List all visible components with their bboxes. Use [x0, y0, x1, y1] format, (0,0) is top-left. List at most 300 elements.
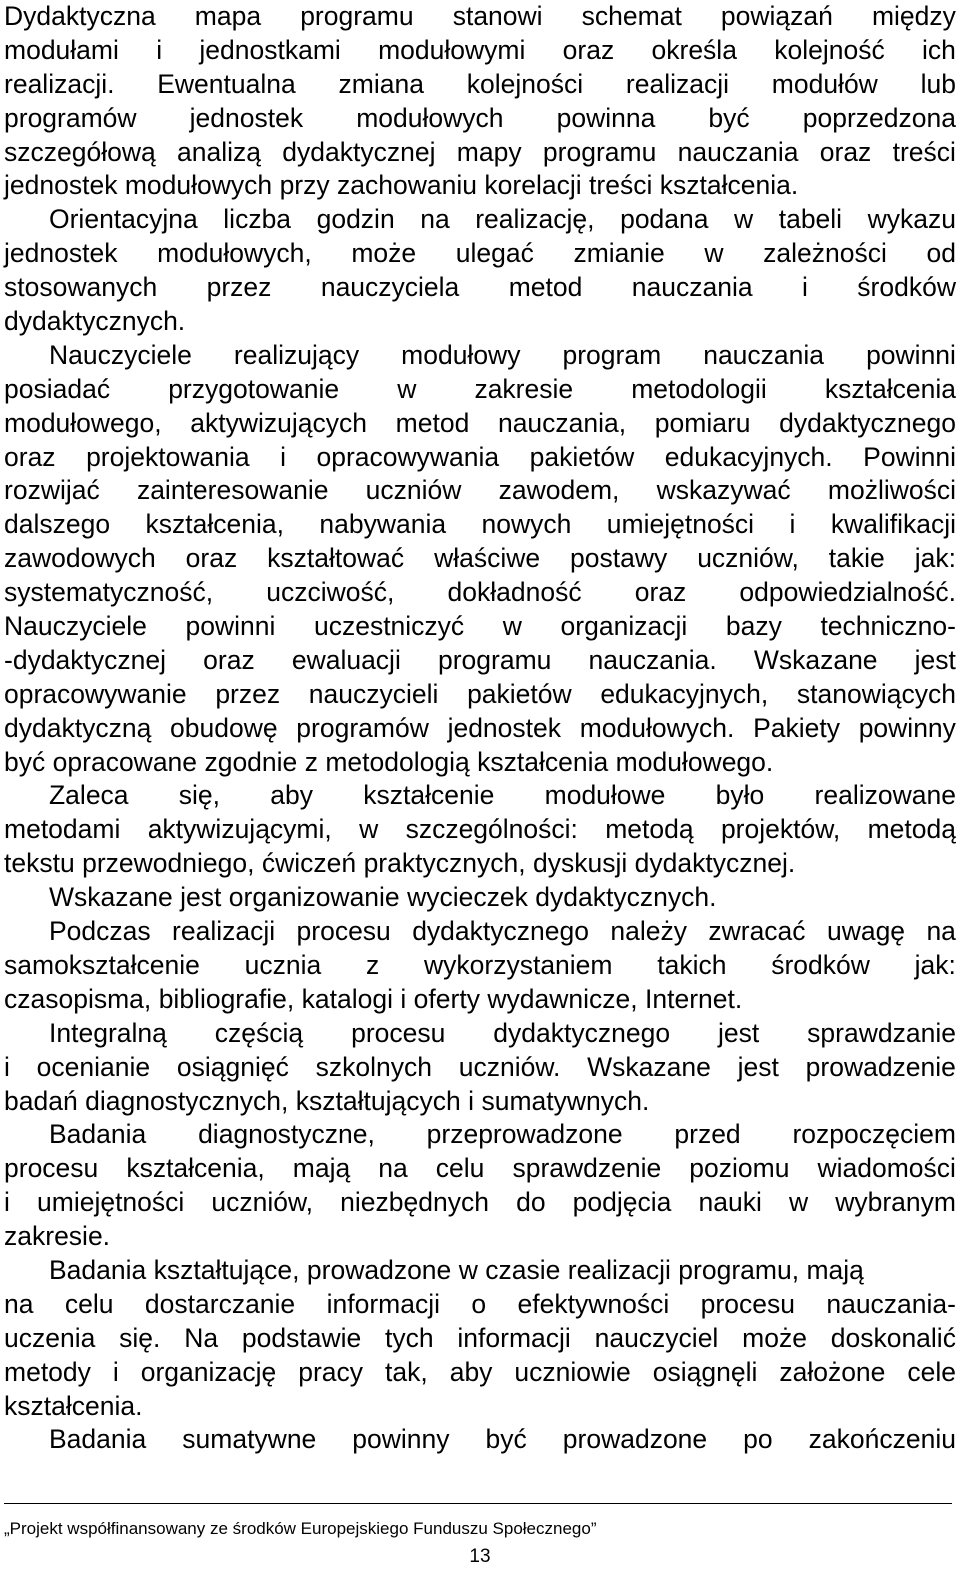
text-line — [4, 237, 956, 271]
word: -dydaktycznej — [4, 644, 167, 675]
word: kolejności — [466, 68, 584, 99]
word: nauczycieli — [308, 678, 439, 709]
word: środków — [857, 272, 956, 303]
word: szkolnych — [315, 1051, 432, 1082]
text-line — [4, 1118, 956, 1152]
word: programów — [4, 102, 137, 133]
word: procesu — [4, 1153, 99, 1184]
word: aktywizującymi, — [147, 814, 332, 845]
word: zakresie — [474, 373, 574, 404]
word: nauczyciela — [320, 272, 460, 303]
text-line — [4, 1085, 956, 1119]
word: dalszego — [4, 509, 111, 540]
word: Zaleca — [49, 780, 129, 811]
word: Pakiety — [753, 712, 840, 743]
word: przygotowanie — [168, 373, 340, 404]
word: się, — [178, 780, 221, 811]
word: prowadzone — [306, 1254, 452, 1285]
word: modułowe — [544, 780, 666, 811]
word: mapa — [194, 1, 262, 31]
text-line — [4, 508, 956, 542]
text-line — [4, 1288, 956, 1322]
word: jednostkami — [199, 34, 341, 65]
word: po — [743, 1424, 773, 1455]
text-line — [4, 136, 956, 170]
word: tabeli — [778, 204, 843, 235]
word: przewodniego, — [82, 848, 255, 879]
word: programów — [296, 712, 429, 743]
word: wiadomości — [817, 1153, 956, 1184]
text-line — [4, 915, 956, 949]
word: dydaktycznych. — [4, 306, 186, 337]
word: Nauczyciele — [4, 611, 147, 642]
word: uwagę — [826, 916, 906, 947]
word: celu — [435, 1153, 485, 1184]
word: nauczania. — [588, 644, 717, 675]
word: wykazu — [867, 204, 956, 235]
word: oraz — [819, 136, 872, 167]
text-line — [4, 813, 956, 847]
word: przy — [279, 170, 330, 201]
word: zakresie. — [4, 1221, 111, 1252]
word: osiągnęli — [652, 1356, 758, 1387]
word: podstawie — [241, 1322, 362, 1353]
word: program — [562, 339, 662, 370]
word: kształtować — [267, 543, 405, 574]
word: nowych — [481, 509, 572, 540]
word: powinny — [858, 712, 956, 743]
word: należy — [610, 916, 687, 947]
word: takie — [828, 543, 885, 574]
word: poziomu — [689, 1153, 790, 1184]
word: modułów — [771, 68, 878, 99]
word: metodologii — [631, 373, 767, 404]
word: jednostek — [189, 102, 304, 133]
word: i — [112, 1356, 119, 1387]
word: metodą — [605, 814, 694, 845]
word: umiejętności — [37, 1187, 185, 1218]
text-line — [4, 1254, 956, 1288]
word: z — [304, 746, 318, 777]
text-line — [4, 983, 956, 1017]
text-line — [4, 847, 956, 881]
footer-divider — [4, 1503, 952, 1504]
word: samokształcenie — [4, 949, 200, 980]
word: Powinni — [863, 441, 956, 472]
word: w — [359, 814, 379, 845]
word: przeprowadzone — [426, 1119, 623, 1150]
word: kwalifikacji — [830, 509, 956, 540]
word: niezbędnych — [340, 1187, 489, 1218]
word: jednostek — [4, 238, 118, 269]
word: na — [926, 916, 956, 947]
word: uczciwość, — [266, 577, 395, 608]
text-line — [4, 746, 956, 780]
word: dydaktycznych. — [535, 882, 717, 913]
word: kolejność — [774, 34, 885, 65]
word: zawodem, — [498, 475, 620, 506]
word: być — [708, 102, 750, 133]
word: nauczania- — [826, 1288, 956, 1319]
word: oraz — [185, 543, 238, 574]
word: między — [871, 1, 956, 31]
word: procesu — [700, 1288, 795, 1319]
word: w — [458, 1254, 478, 1285]
word: informacji — [326, 1288, 440, 1319]
word: realizacji — [567, 1254, 671, 1285]
word: o — [471, 1288, 487, 1319]
word: Wskazane — [753, 644, 878, 675]
word: nauczania, — [497, 407, 627, 438]
word: takich — [657, 949, 727, 980]
word: na — [420, 204, 450, 235]
word: Dydaktyczna — [4, 1, 156, 31]
word: sprawdzanie — [807, 1017, 956, 1048]
word: uczenia — [4, 1322, 96, 1353]
word: powinny — [352, 1424, 450, 1455]
word: nauczania — [631, 272, 753, 303]
word: aktywizujących — [190, 407, 368, 438]
word: powiązań — [720, 1, 833, 31]
text-line — [4, 576, 956, 610]
word: kształcenia — [477, 746, 609, 777]
text-line — [4, 271, 956, 305]
text-line — [4, 779, 956, 813]
word: realizacji — [172, 916, 276, 947]
text-line — [4, 305, 956, 339]
word: uczniów — [365, 475, 462, 506]
word: jest — [718, 1017, 760, 1048]
word: modułowych — [356, 102, 504, 133]
word: realizacji. — [4, 68, 115, 99]
word: celu — [64, 1288, 114, 1319]
word: kształtujące, — [153, 1254, 300, 1285]
word: nauczyciel — [594, 1322, 719, 1353]
word: środków — [771, 949, 870, 980]
word: treści — [589, 170, 653, 201]
word: rozpoczęciem — [792, 1119, 956, 1150]
word: uczniów, — [211, 1187, 314, 1218]
word: ćwiczeń — [261, 848, 357, 879]
word: podana — [620, 204, 709, 235]
word: analizą — [177, 136, 261, 167]
word: z — [366, 949, 380, 980]
text-line — [4, 203, 956, 237]
word: badań — [4, 1085, 78, 1116]
word: dydaktyczną — [4, 712, 152, 743]
word: sprawdzenie — [512, 1153, 662, 1184]
word: oraz — [634, 577, 687, 608]
word: wykorzystaniem — [424, 949, 613, 980]
word: możliwości — [827, 475, 956, 506]
word: powinni — [866, 339, 956, 370]
word: zgodnie — [204, 746, 298, 777]
word: posiadać — [4, 373, 111, 404]
word: cele — [907, 1356, 956, 1387]
word: i — [280, 441, 286, 472]
word: metodą — [867, 814, 956, 845]
word: stanowiących — [796, 678, 956, 709]
text-line — [4, 644, 956, 678]
word: metody — [4, 1356, 91, 1387]
word: aby — [270, 780, 314, 811]
word: metodami — [4, 814, 121, 845]
word: jak: — [914, 543, 956, 574]
word: tekstu — [4, 848, 75, 879]
word: praktycznych, — [363, 848, 526, 879]
word: informacji — [457, 1322, 571, 1353]
word: ucznia — [244, 949, 322, 980]
word: edukacyjnych. — [664, 441, 833, 472]
word: stosowanych — [4, 272, 158, 303]
word: techniczno- — [820, 611, 956, 642]
text-line — [4, 1017, 956, 1051]
word: może — [742, 1322, 807, 1353]
word: dyskusji — [532, 848, 628, 879]
word: dokładność — [447, 577, 582, 608]
text-line — [4, 678, 956, 712]
word: realizujący — [233, 339, 360, 370]
word: właściwe — [434, 543, 541, 574]
word: Nauczyciele — [49, 339, 192, 370]
word: edukacyjnych, — [600, 678, 769, 709]
word: zmianie — [573, 238, 665, 269]
text-line — [4, 1322, 956, 1356]
word: kształtujących — [295, 1085, 461, 1116]
word: programu, — [678, 1254, 800, 1285]
word: Wskazane — [587, 1051, 711, 1082]
word: Badania — [49, 1424, 147, 1455]
word: dydaktycznej. — [634, 848, 796, 879]
word: nauczania — [703, 339, 825, 370]
word: ulegać — [455, 238, 534, 269]
word: przez — [215, 678, 281, 709]
word: doskonalić — [830, 1322, 956, 1353]
word: mają — [806, 1254, 864, 1285]
text-line — [4, 1423, 956, 1457]
word: przed — [674, 1119, 741, 1150]
word: modułowych — [124, 170, 273, 201]
word: uczestniczyć — [313, 611, 465, 642]
word: programu — [542, 136, 657, 167]
word: systematyczność, — [4, 577, 214, 608]
text-line — [4, 169, 956, 203]
word: i — [4, 1187, 10, 1218]
word: modułowych, — [157, 238, 312, 269]
word: modułowego, — [4, 407, 162, 438]
word: Badania — [49, 1254, 147, 1285]
word: pakietów — [467, 678, 572, 709]
word: być — [4, 746, 46, 777]
word: mapy — [456, 136, 522, 167]
word: w — [704, 238, 724, 269]
word: w — [734, 204, 754, 235]
text-line — [4, 542, 956, 576]
word: kształcenia. — [659, 170, 799, 201]
word: Ewentualna — [157, 68, 296, 99]
word: Podczas — [49, 916, 151, 947]
text-line — [4, 102, 956, 136]
word: w — [502, 611, 522, 642]
word: i — [156, 34, 163, 65]
word: poprzedzona — [802, 102, 956, 133]
word: może — [351, 238, 417, 269]
word: nabywania — [319, 509, 447, 540]
word: projektów, — [720, 814, 841, 845]
word: zmiana — [338, 68, 424, 99]
word: pracy — [298, 1356, 364, 1387]
word: się. — [119, 1322, 161, 1353]
word: bazy — [725, 611, 782, 642]
word: metod — [508, 272, 583, 303]
word: odpowiedzialność. — [739, 577, 956, 608]
text-line — [4, 610, 956, 644]
word: i — [802, 272, 808, 303]
word: prowadzenie — [805, 1051, 956, 1082]
word: realizację, — [475, 204, 595, 235]
word: efektywności — [517, 1288, 670, 1319]
word: czasopisma, — [4, 983, 152, 1014]
text-line — [4, 474, 956, 508]
word: kształcenie — [363, 780, 495, 811]
text-line — [4, 1390, 956, 1424]
document-body — [4, 0, 956, 1457]
text-line — [4, 1356, 956, 1390]
word: zachowaniu — [337, 170, 477, 201]
word: modułowy — [401, 339, 521, 370]
word: powinna — [556, 102, 656, 133]
word: kształcenia, — [126, 1153, 265, 1184]
word: uczniów. — [458, 1051, 561, 1082]
word: godzin — [316, 204, 395, 235]
text-line — [4, 34, 956, 68]
text-line — [4, 1051, 956, 1085]
word: projektowania — [86, 441, 250, 472]
word: modułowego. — [615, 746, 774, 777]
word: było — [715, 780, 765, 811]
word: jak: — [914, 949, 956, 980]
word: jednostek — [4, 170, 118, 201]
word: być — [485, 1424, 527, 1455]
word: ocenianie — [36, 1051, 151, 1082]
word: oraz — [4, 441, 56, 472]
word: diagnostycznych, — [85, 1085, 289, 1116]
word: wybranym — [835, 1187, 956, 1218]
text-line — [4, 339, 956, 373]
word: organizacji — [560, 611, 688, 642]
word: i — [4, 1051, 10, 1082]
word: prowadzone — [562, 1424, 708, 1455]
word: realizacji — [625, 68, 729, 99]
word: umiejętności — [606, 509, 755, 540]
word: Wskazane — [49, 882, 173, 913]
word: metodologią — [325, 746, 470, 777]
word: od — [926, 238, 956, 269]
text-line — [4, 1220, 956, 1254]
word: i — [400, 983, 407, 1014]
word: jest — [180, 882, 222, 913]
word: częścią — [214, 1017, 304, 1048]
word: czasie — [485, 1254, 561, 1285]
word: w — [397, 373, 417, 404]
word: Orientacyjna — [49, 204, 198, 235]
word: Internet. — [645, 983, 743, 1014]
word: organizację — [140, 1356, 277, 1387]
word: na — [4, 1288, 34, 1319]
word: podjęcia — [572, 1187, 672, 1218]
word: szczegółową — [4, 136, 156, 167]
text-line — [4, 1152, 956, 1186]
word: dydaktycznego — [493, 1017, 671, 1048]
word: nauczania — [677, 136, 799, 167]
word: kształcenia — [824, 373, 956, 404]
text-line — [4, 407, 956, 441]
word: zakończeniu — [808, 1424, 956, 1455]
word: zwracać — [708, 916, 806, 947]
word: kształcenia. — [4, 1390, 143, 1421]
word: Integralną — [49, 1017, 167, 1048]
word: procesu — [296, 916, 391, 947]
word: Badania — [49, 1119, 147, 1150]
word: ewaluacji — [291, 644, 401, 675]
word: postawy — [570, 543, 668, 574]
word: zainteresowanie — [136, 475, 329, 506]
word: jest — [914, 644, 956, 675]
word: modułami — [4, 34, 119, 65]
word: i — [789, 509, 796, 540]
word: oferty — [413, 983, 480, 1014]
word: bibliografie, — [158, 983, 295, 1014]
word: określa — [651, 34, 737, 65]
text-line — [4, 0, 956, 34]
word: założone — [779, 1356, 886, 1387]
word: wydawnicze, — [487, 983, 638, 1014]
word: modułowymi — [378, 34, 526, 65]
word: oraz — [203, 644, 255, 675]
word: schemat — [581, 1, 682, 31]
word: szczególności: — [405, 814, 578, 845]
word: kształcenia, — [145, 509, 284, 540]
word: zależności — [763, 238, 887, 269]
word: ich — [922, 34, 956, 65]
word: katalogi — [301, 983, 393, 1014]
word: nauki — [698, 1187, 762, 1218]
word: wskazywać — [656, 475, 791, 506]
word: dydaktycznego — [779, 407, 956, 438]
word: metod — [395, 407, 470, 438]
word: mają — [292, 1153, 351, 1184]
word: rozwijać — [4, 475, 100, 506]
word: opracowywanie — [4, 678, 187, 709]
word: procesu — [351, 1017, 446, 1048]
word: uczniowie — [514, 1356, 631, 1387]
word: tych — [385, 1322, 434, 1353]
word: organizowanie — [228, 882, 400, 913]
word: oraz — [562, 34, 615, 65]
word: opracowywania — [316, 441, 500, 472]
word: sumatywnych. — [481, 1085, 650, 1116]
word: programu — [300, 1, 414, 31]
word: zawodowych — [4, 543, 156, 574]
word: dydaktycznego — [412, 916, 589, 947]
word: dydaktycznej — [282, 136, 436, 167]
word: w — [788, 1187, 809, 1218]
text-line — [4, 441, 956, 475]
word: stanowi — [452, 1, 543, 31]
word: przez — [206, 272, 272, 303]
page-number: 13 — [469, 1546, 491, 1567]
word: i — [468, 1085, 475, 1116]
